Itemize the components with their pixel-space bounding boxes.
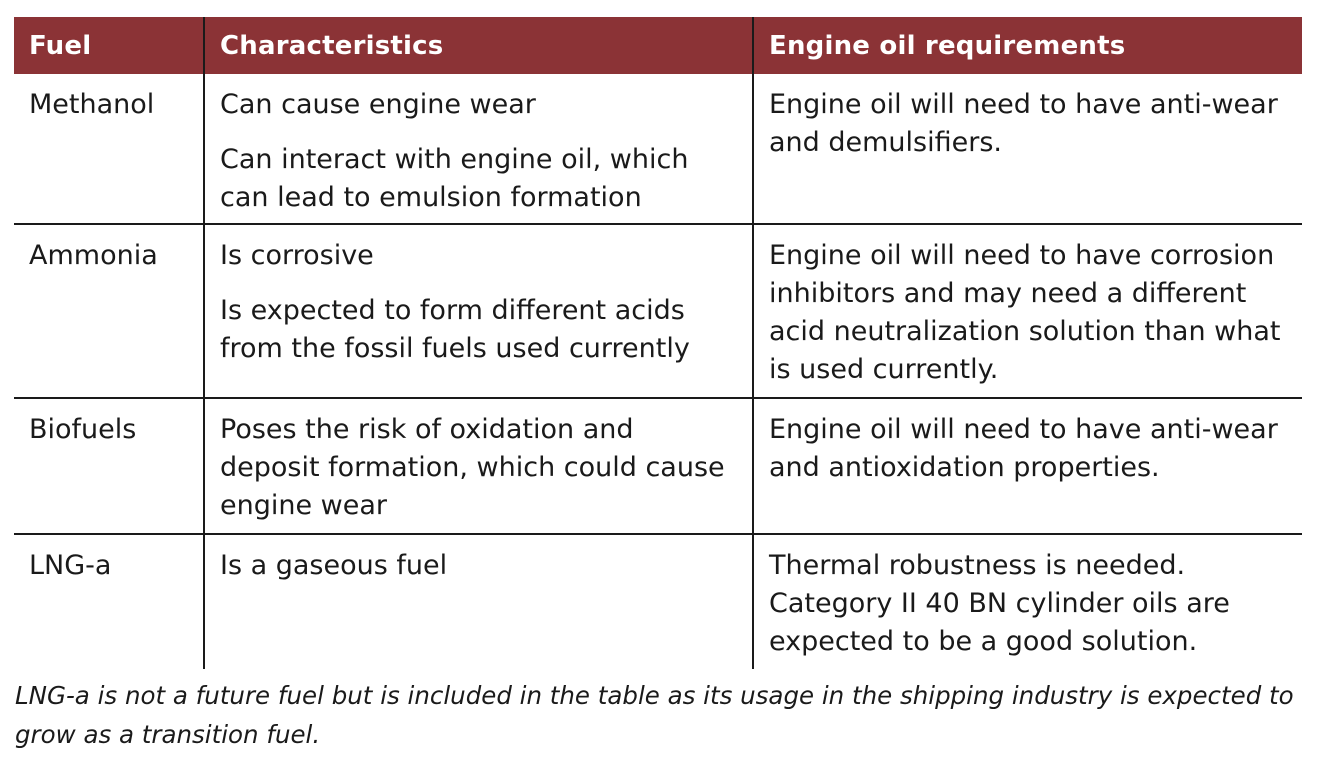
characteristic-text: Can cause engine wear [220,89,536,120]
table-row-methanol [14,74,1302,224]
table-footnote: LNG-a is not a future fuel but is included in the table as its usage in the shipping industry is expected to grow as a transition fuel. [15,681,1294,749]
fuel-table-container [14,17,1302,669]
fuel-cell: Biofuels [14,398,204,534]
fuel-table [14,17,1302,669]
requirements-cell: Engine oil will need to have corrosion inhibitors and may need a different acid neutralization solution than what is used currently. [753,224,1302,398]
fuel-cell: LNG-a [14,534,204,669]
fuel-cell: Ammonia [14,224,204,398]
characteristics-cell [204,534,753,669]
table-header-row [14,17,1302,74]
requirements-cell: Thermal robustness is needed. Category II 40 BN cylinder oils are expected to be a good solution. [753,534,1302,669]
header-characteristics: Characteristics [204,17,753,74]
characteristics-cell [204,74,753,224]
header-engine-oil-requirements: Engine oil requirements [753,17,1302,74]
characteristics-cell [204,224,753,398]
requirements-cell: Engine oil will need to have anti-wear and antioxidation properties. [753,398,1302,534]
fuel-cell: Methanol [29,89,155,120]
table-row-ammonia [14,224,1302,398]
characteristics-cell [204,398,753,534]
requirements-cell: Engine oil will need to have anti-wear and demulsifiers. [753,74,1302,224]
table-row-lng-a [14,534,1302,669]
characteristic-text: Is corrosive [220,240,374,271]
table-row-biofuels [14,398,1302,534]
characteristic-text: Is expected to form different acids from the fossil fuels used currently [220,295,690,364]
characteristic-text: Can interact with engine oil, which can lead to emulsion formation [220,144,689,213]
header-fuel: Fuel [14,17,204,74]
characteristic-text: Poses the risk of oxidation and deposit formation, which could cause engine wear [220,414,725,521]
characteristic-text: Is a gaseous fuel [220,550,448,581]
